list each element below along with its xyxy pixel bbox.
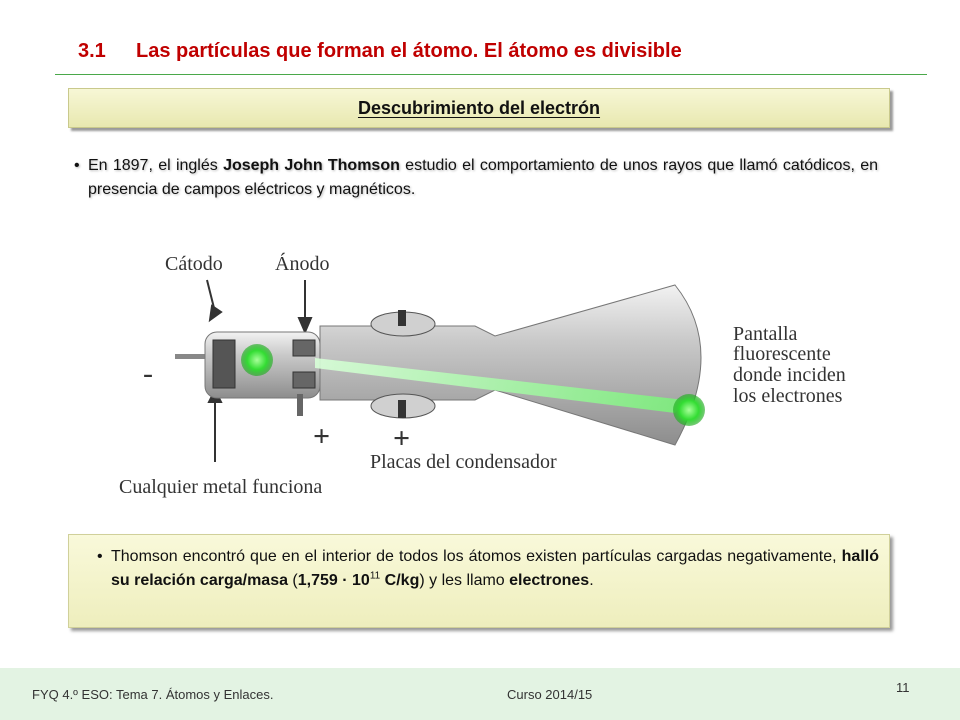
metal-label: Cualquier metal funciona: [119, 476, 323, 498]
p2-b4: electrones: [509, 572, 590, 589]
p2-t4: .: [589, 572, 594, 589]
anode-plate-top: [293, 340, 315, 356]
cathode-ray-tube-diagram: [115, 240, 865, 515]
paragraph-1: [74, 154, 878, 202]
footer-year: Curso 2014/15: [507, 687, 593, 702]
screen-line-2: fluorescente: [733, 343, 831, 365]
title-divider: [55, 74, 927, 75]
minus-sign: -: [143, 357, 153, 390]
p2-t1: Thomson encontró que en el interior de todos los átomos existen partículas cargadas negativamente,: [111, 548, 842, 565]
screen-line-4: los electrones: [733, 385, 843, 407]
screen-line-3: donde inciden: [733, 364, 846, 386]
plate-top-pin: [398, 310, 406, 326]
bullet: •: [74, 157, 80, 174]
slide-title: [78, 40, 682, 63]
conclusion-box: [68, 534, 890, 628]
bullet: •: [97, 548, 103, 565]
cathode-glow: [241, 344, 273, 376]
anode-pin: [297, 394, 303, 416]
p2-b2: 1,759 · 10: [297, 572, 370, 589]
section-banner: [68, 88, 890, 128]
p2-b3: C/kg: [380, 572, 420, 589]
anode-plate-bottom: [293, 372, 315, 388]
plates-label: Placas del condensador: [370, 451, 557, 473]
footer-course-info: FYQ 4.º ESO: Tema 7. Átomos y Enlaces.: [32, 687, 274, 702]
plate-bottom-pin: [398, 400, 406, 418]
screen-glow: [673, 394, 705, 426]
cathode-plate: [213, 340, 235, 388]
plus-sign-1: +: [313, 420, 331, 453]
section-number: 3.1: [78, 40, 106, 62]
p1-pre: En 1897, el inglés: [88, 157, 224, 174]
p2-b1: halló su relación carga/masa: [111, 548, 879, 589]
plus-sign-2: +: [393, 422, 411, 455]
p2-t2: (: [287, 572, 298, 589]
thomson-name: Joseph John Thomson: [223, 157, 400, 174]
anode-label: Ánodo: [275, 253, 330, 275]
page-number: 11: [896, 680, 910, 695]
tube-body: [320, 285, 701, 445]
p2-sup: 11: [369, 570, 381, 582]
p1-post: estudio el comportamiento de unos rayos que llamó catódicos, en presencia de campos eléctricos y magnéticos.: [88, 157, 878, 198]
p2-t3: ) y les llamo: [419, 572, 510, 589]
banner-text: Descubrimiento del electrón: [357, 98, 601, 118]
title-text: Las partículas que forman el átomo. El átomo es divisible: [136, 40, 682, 62]
screen-line-1: Pantalla: [733, 323, 798, 345]
cathode-pin: [175, 354, 205, 359]
paragraph-2: [97, 545, 879, 593]
footer: [0, 668, 960, 720]
cathode-label: Cátodo: [165, 253, 223, 275]
